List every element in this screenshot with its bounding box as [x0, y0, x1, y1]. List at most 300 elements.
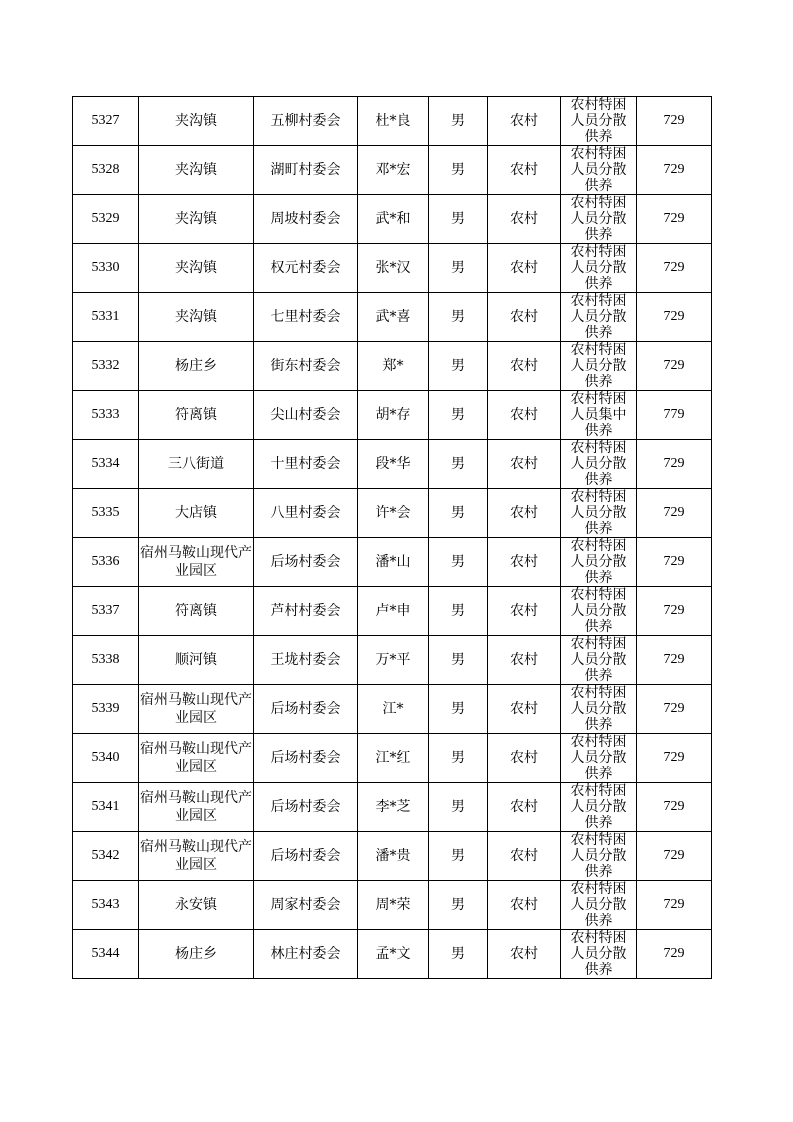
table-row [73, 930, 712, 979]
assistance-category-cell [561, 538, 637, 587]
gender-cell [429, 440, 488, 489]
amount: 729 [663, 505, 685, 520]
person-name: 张*汉 [375, 260, 411, 276]
town-name: 宿州马鞍山现代产业园区 [140, 839, 252, 873]
village-name: 七里村委会 [270, 309, 341, 325]
assistance-category: 农村特困人员分散供养 [570, 832, 627, 880]
roster-body [73, 97, 712, 979]
gender: 男 [451, 358, 465, 374]
person-name: 邓*宏 [375, 162, 411, 178]
area-type: 农村 [510, 848, 538, 864]
town-name: 夹沟镇 [175, 260, 217, 276]
village-cell [254, 342, 358, 391]
assistance-category-cell [561, 636, 637, 685]
amount-cell [637, 881, 712, 930]
area-type: 农村 [510, 358, 538, 374]
amount: 729 [663, 701, 685, 716]
person-name-cell [358, 244, 429, 293]
amount: 729 [663, 309, 685, 324]
village-name: 湖町村委会 [270, 162, 341, 178]
row-number: 5335 [91, 505, 120, 520]
assistance-category: 农村特困人员分散供养 [570, 489, 627, 537]
assistance-category-cell [561, 832, 637, 881]
assistance-category-cell [561, 881, 637, 930]
gender: 男 [451, 113, 465, 129]
assistance-category: 农村特困人员集中供养 [570, 391, 627, 439]
town-cell [139, 97, 254, 146]
row-number-cell [73, 832, 139, 881]
amount: 729 [663, 652, 685, 667]
person-name-cell [358, 636, 429, 685]
table-row [73, 391, 712, 440]
assistance-category-cell [561, 97, 637, 146]
village-name: 街东村委会 [270, 358, 341, 374]
row-number-cell [73, 636, 139, 685]
person-name: 胡*存 [375, 407, 411, 423]
town-cell [139, 195, 254, 244]
assistance-category-cell [561, 734, 637, 783]
person-name-cell [358, 146, 429, 195]
village-name: 周坡村委会 [270, 211, 341, 227]
person-name-cell [358, 195, 429, 244]
area-type-cell [488, 881, 561, 930]
person-name: 杜*良 [375, 113, 411, 129]
village-cell [254, 146, 358, 195]
row-number: 5341 [91, 799, 120, 814]
amount: 729 [663, 750, 685, 765]
person-name-cell [358, 734, 429, 783]
village-cell [254, 881, 358, 930]
town-cell [139, 636, 254, 685]
gender: 男 [451, 309, 465, 325]
gender: 男 [451, 505, 465, 521]
table-row [73, 734, 712, 783]
row-number-cell [73, 146, 139, 195]
village-name: 芦村村委会 [270, 603, 341, 619]
town-name: 杨庄乡 [175, 946, 217, 962]
person-name-cell [358, 440, 429, 489]
table-row [73, 146, 712, 195]
amount-cell [637, 734, 712, 783]
area-type: 农村 [510, 603, 538, 619]
gender: 男 [451, 652, 465, 668]
area-type: 农村 [510, 652, 538, 668]
area-type-cell [488, 930, 561, 979]
village-name: 尖山村委会 [270, 407, 341, 423]
town-cell [139, 293, 254, 342]
village-cell [254, 293, 358, 342]
amount-cell [637, 489, 712, 538]
town-cell [139, 146, 254, 195]
town-cell [139, 881, 254, 930]
village-name: 林庄村委会 [270, 946, 341, 962]
village-cell [254, 685, 358, 734]
row-number-cell [73, 440, 139, 489]
row-number-cell [73, 489, 139, 538]
amount: 729 [663, 946, 685, 961]
village-name: 权元村委会 [270, 260, 341, 276]
table-row [73, 244, 712, 293]
gender-cell [429, 783, 488, 832]
area-type-cell [488, 832, 561, 881]
village-name: 后场村委会 [270, 750, 341, 766]
area-type-cell [488, 734, 561, 783]
assistance-category-cell [561, 685, 637, 734]
row-number-cell [73, 342, 139, 391]
row-number-cell [73, 783, 139, 832]
amount-cell [637, 391, 712, 440]
assistance-category: 农村特困人员分散供养 [570, 734, 627, 782]
row-number: 5344 [91, 946, 120, 961]
village-cell [254, 783, 358, 832]
gender: 男 [451, 946, 465, 962]
amount: 729 [663, 162, 685, 177]
assistance-category: 农村特困人员分散供养 [570, 587, 627, 635]
area-type: 农村 [510, 554, 538, 570]
area-type-cell [488, 538, 561, 587]
row-number-cell [73, 391, 139, 440]
gender: 男 [451, 456, 465, 472]
gender-cell [429, 146, 488, 195]
village-cell [254, 832, 358, 881]
area-type-cell [488, 97, 561, 146]
village-name: 后场村委会 [270, 799, 341, 815]
town-cell [139, 685, 254, 734]
assistance-roster-table [72, 96, 712, 979]
assistance-category: 农村特困人员分散供养 [570, 440, 627, 488]
area-type-cell [488, 440, 561, 489]
gender-cell [429, 391, 488, 440]
village-cell [254, 587, 358, 636]
assistance-category-cell [561, 293, 637, 342]
amount-cell [637, 293, 712, 342]
person-name: 段*华 [375, 456, 411, 472]
amount-cell [637, 636, 712, 685]
area-type: 农村 [510, 897, 538, 913]
amount: 729 [663, 260, 685, 275]
gender: 男 [451, 750, 465, 766]
row-number: 5331 [91, 309, 120, 324]
town-cell [139, 244, 254, 293]
amount-cell [637, 97, 712, 146]
table-row [73, 587, 712, 636]
row-number-cell [73, 685, 139, 734]
person-name-cell [358, 783, 429, 832]
table-row [73, 440, 712, 489]
town-cell [139, 832, 254, 881]
row-number: 5332 [91, 358, 120, 373]
village-cell [254, 489, 358, 538]
gender-cell [429, 97, 488, 146]
town-name: 宿州马鞍山现代产业园区 [140, 692, 252, 726]
gender-cell [429, 930, 488, 979]
town-name: 杨庄乡 [175, 358, 217, 374]
assistance-category: 农村特困人员分散供养 [570, 783, 627, 831]
town-cell [139, 587, 254, 636]
row-number-cell [73, 930, 139, 979]
row-number: 5338 [91, 652, 120, 667]
row-number: 5334 [91, 456, 120, 471]
person-name: 武*喜 [375, 309, 411, 325]
assistance-category: 农村特困人员分散供养 [570, 293, 627, 341]
town-cell [139, 440, 254, 489]
row-number-cell [73, 97, 139, 146]
person-name: 卢*申 [375, 603, 411, 619]
gender: 男 [451, 603, 465, 619]
village-name: 后场村委会 [270, 701, 341, 717]
row-number-cell [73, 195, 139, 244]
gender-cell [429, 195, 488, 244]
area-type-cell [488, 293, 561, 342]
assistance-category-cell [561, 146, 637, 195]
town-name: 夹沟镇 [175, 309, 217, 325]
assistance-category-cell [561, 930, 637, 979]
area-type: 农村 [510, 946, 538, 962]
gender-cell [429, 734, 488, 783]
table-row [73, 342, 712, 391]
assistance-category: 农村特困人员分散供养 [570, 97, 627, 145]
village-name: 五柳村委会 [270, 113, 341, 129]
area-type-cell [488, 342, 561, 391]
town-name: 宿州马鞍山现代产业园区 [140, 545, 252, 579]
person-name-cell [358, 489, 429, 538]
village-cell [254, 538, 358, 587]
row-number: 5330 [91, 260, 120, 275]
area-type: 农村 [510, 309, 538, 325]
gender-cell [429, 881, 488, 930]
row-number: 5333 [91, 407, 120, 422]
person-name-cell [358, 832, 429, 881]
table-row [73, 881, 712, 930]
person-name-cell [358, 587, 429, 636]
amount-cell [637, 146, 712, 195]
table-row [73, 489, 712, 538]
town-cell [139, 342, 254, 391]
town-cell [139, 391, 254, 440]
amount: 779 [663, 407, 685, 422]
area-type-cell [488, 587, 561, 636]
area-type: 农村 [510, 113, 538, 129]
table-row [73, 636, 712, 685]
town-name: 永安镇 [175, 897, 217, 913]
person-name: 江* [382, 701, 404, 717]
row-number: 5328 [91, 162, 120, 177]
assistance-category-cell [561, 440, 637, 489]
row-number-cell [73, 587, 139, 636]
gender-cell [429, 489, 488, 538]
village-cell [254, 440, 358, 489]
amount-cell [637, 685, 712, 734]
assistance-category-cell [561, 489, 637, 538]
person-name-cell [358, 293, 429, 342]
table-row [73, 538, 712, 587]
area-type-cell [488, 195, 561, 244]
amount: 729 [663, 897, 685, 912]
gender-cell [429, 685, 488, 734]
village-cell [254, 636, 358, 685]
gender-cell [429, 587, 488, 636]
assistance-category: 农村特困人员分散供养 [570, 195, 627, 243]
amount: 729 [663, 211, 685, 226]
amount: 729 [663, 603, 685, 618]
assistance-category: 农村特困人员分散供养 [570, 930, 627, 978]
area-type-cell [488, 685, 561, 734]
table-row [73, 783, 712, 832]
area-type: 农村 [510, 407, 538, 423]
amount-cell [637, 587, 712, 636]
amount-cell [637, 538, 712, 587]
assistance-category: 农村特困人员分散供养 [570, 146, 627, 194]
village-cell [254, 391, 358, 440]
amount-cell [637, 244, 712, 293]
town-name: 大店镇 [175, 505, 217, 521]
person-name: 潘*贵 [375, 848, 411, 864]
gender-cell [429, 832, 488, 881]
town-name: 夹沟镇 [175, 211, 217, 227]
assistance-category-cell [561, 244, 637, 293]
area-type: 农村 [510, 750, 538, 766]
town-name: 符离镇 [175, 603, 217, 619]
area-type: 农村 [510, 701, 538, 717]
village-cell [254, 734, 358, 783]
village-name: 周家村委会 [270, 897, 341, 913]
person-name: 武*和 [375, 211, 411, 227]
area-type: 农村 [510, 456, 538, 472]
table-row [73, 685, 712, 734]
person-name-cell [358, 342, 429, 391]
person-name: 许*会 [375, 505, 411, 521]
gender: 男 [451, 799, 465, 815]
area-type-cell [488, 489, 561, 538]
person-name: 李*芝 [375, 799, 411, 815]
town-name: 三八街道 [168, 456, 224, 472]
village-cell [254, 244, 358, 293]
town-cell [139, 783, 254, 832]
row-number-cell [73, 293, 139, 342]
gender: 男 [451, 162, 465, 178]
assistance-category-cell [561, 391, 637, 440]
amount-cell [637, 342, 712, 391]
row-number: 5327 [91, 113, 120, 128]
assistance-category-cell [561, 342, 637, 391]
gender: 男 [451, 554, 465, 570]
person-name-cell [358, 538, 429, 587]
person-name-cell [358, 391, 429, 440]
assistance-category: 农村特困人员分散供养 [570, 342, 627, 390]
area-type: 农村 [510, 162, 538, 178]
person-name-cell [358, 881, 429, 930]
gender: 男 [451, 701, 465, 717]
row-number: 5329 [91, 211, 120, 226]
person-name-cell [358, 97, 429, 146]
row-number: 5339 [91, 701, 120, 716]
amount-cell [637, 195, 712, 244]
gender-cell [429, 342, 488, 391]
row-number-cell [73, 881, 139, 930]
gender: 男 [451, 897, 465, 913]
assistance-category: 农村特困人员分散供养 [570, 244, 627, 292]
amount-cell [637, 930, 712, 979]
amount-cell [637, 440, 712, 489]
amount: 729 [663, 456, 685, 471]
assistance-category: 农村特困人员分散供养 [570, 636, 627, 684]
area-type: 农村 [510, 260, 538, 276]
assistance-category: 农村特困人员分散供养 [570, 881, 627, 929]
gender: 男 [451, 211, 465, 227]
row-number-cell [73, 244, 139, 293]
row-number: 5343 [91, 897, 120, 912]
table-row [73, 97, 712, 146]
town-name: 夹沟镇 [175, 113, 217, 129]
person-name: 孟*文 [375, 946, 411, 962]
gender-cell [429, 244, 488, 293]
town-cell [139, 538, 254, 587]
village-name: 后场村委会 [270, 554, 341, 570]
assistance-category-cell [561, 195, 637, 244]
person-name: 江*红 [375, 750, 411, 766]
village-cell [254, 930, 358, 979]
town-cell [139, 930, 254, 979]
village-name: 王垅村委会 [270, 652, 341, 668]
village-name: 后场村委会 [270, 848, 341, 864]
row-number: 5340 [91, 750, 120, 765]
row-number-cell [73, 538, 139, 587]
gender: 男 [451, 848, 465, 864]
amount: 729 [663, 554, 685, 569]
area-type: 农村 [510, 505, 538, 521]
village-name: 八里村委会 [270, 505, 341, 521]
village-cell [254, 97, 358, 146]
town-cell [139, 489, 254, 538]
area-type-cell [488, 636, 561, 685]
assistance-category: 农村特困人员分散供养 [570, 685, 627, 733]
town-name: 符离镇 [175, 407, 217, 423]
table-row [73, 195, 712, 244]
gender: 男 [451, 407, 465, 423]
amount: 729 [663, 848, 685, 863]
town-name: 宿州马鞍山现代产业园区 [140, 790, 252, 824]
person-name-cell [358, 685, 429, 734]
village-cell [254, 195, 358, 244]
amount-cell [637, 832, 712, 881]
person-name-cell [358, 930, 429, 979]
area-type: 农村 [510, 799, 538, 815]
town-name: 顺河镇 [175, 652, 217, 668]
area-type-cell [488, 391, 561, 440]
gender-cell [429, 636, 488, 685]
table-row [73, 832, 712, 881]
table-row [73, 293, 712, 342]
gender: 男 [451, 260, 465, 276]
town-name: 夹沟镇 [175, 162, 217, 178]
assistance-category-cell [561, 587, 637, 636]
assistance-category-cell [561, 783, 637, 832]
gender-cell [429, 538, 488, 587]
area-type-cell [488, 244, 561, 293]
row-number: 5337 [91, 603, 120, 618]
town-cell [139, 734, 254, 783]
person-name: 潘*山 [375, 554, 411, 570]
assistance-category: 农村特困人员分散供养 [570, 538, 627, 586]
row-number-cell [73, 734, 139, 783]
person-name: 万*平 [375, 652, 411, 668]
row-number: 5342 [91, 848, 120, 863]
village-name: 十里村委会 [270, 456, 341, 472]
amount-cell [637, 783, 712, 832]
amount: 729 [663, 358, 685, 373]
area-type-cell [488, 146, 561, 195]
area-type-cell [488, 783, 561, 832]
